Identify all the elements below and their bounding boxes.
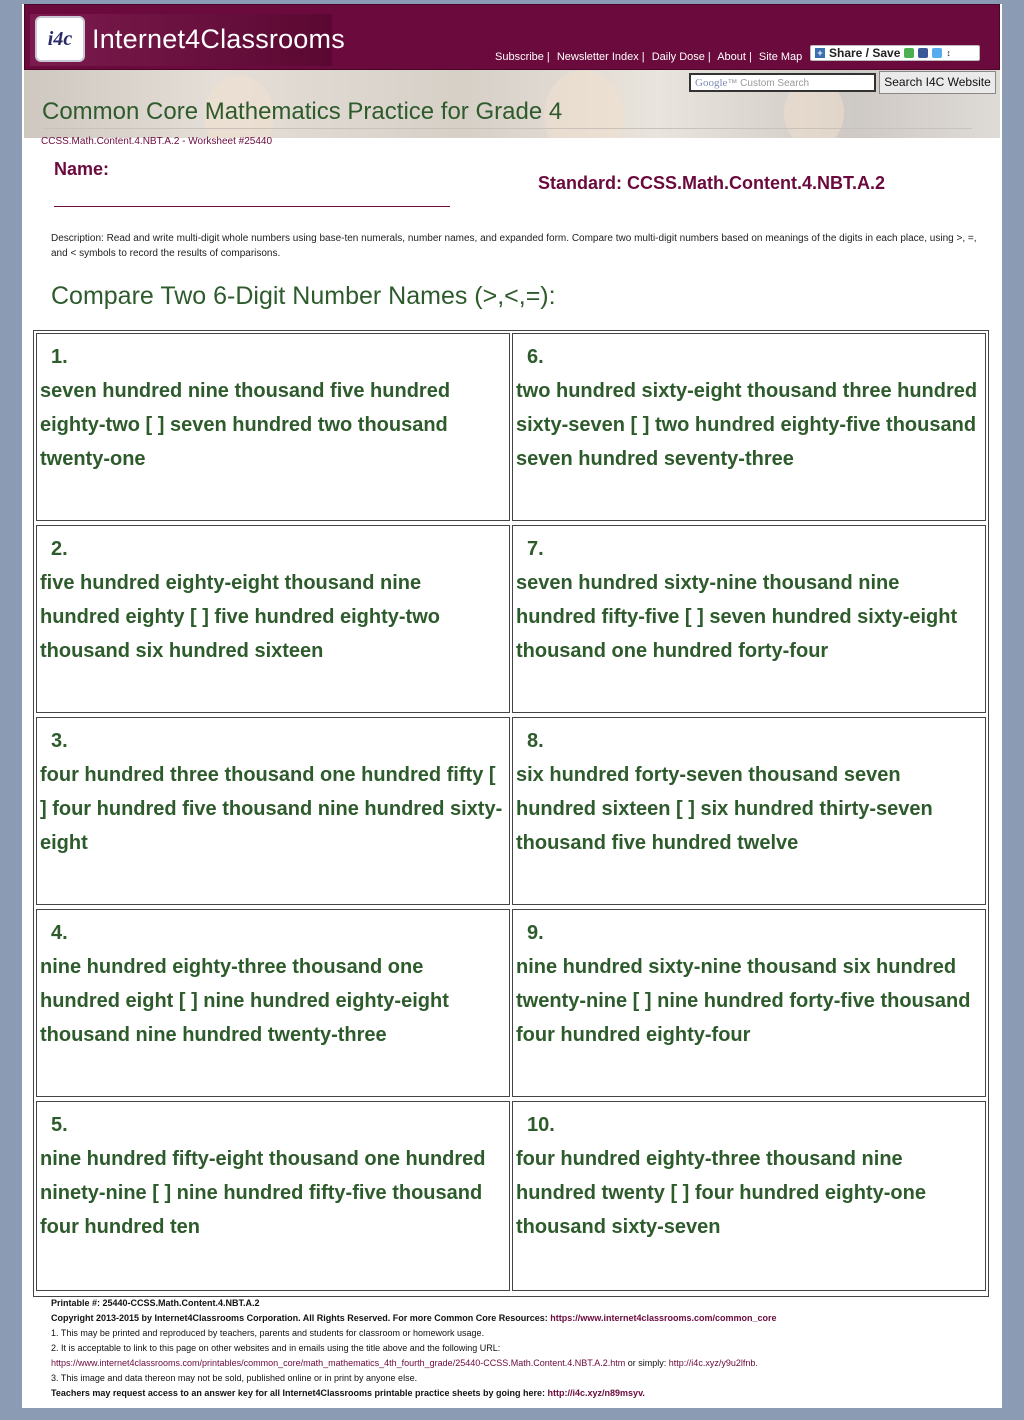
problem-text: five hundred eighty-eight thousand nine hundred eighty [ ] five hundred eighty-two thousand six hundred sixteen [40,572,440,662]
search-button[interactable]: Search I4C Website [879,71,996,94]
problem-cell [36,333,510,521]
nav-link-about[interactable]: About [717,51,746,63]
worksheet-page [22,4,1002,1408]
problem-text: two hundred sixty-eight thousand three hundred sixty-seven [ ] two hundred eighty-five thousand seven hundred seventy-three [516,380,978,470]
problem-cell [512,525,986,713]
problem-number: 2. [51,538,68,560]
problem-text: six hundred forty-seven thousand seven hundred sixteen [ ] six hundred thirty-seven thousand five hundred twelve [516,764,933,854]
usage-line-1: 1. This may be printed and reproduced by teachers, parents and students for classroom or homework usage. [51,1328,485,1338]
problem-cell [36,525,510,713]
problem-cell [512,1101,986,1291]
name-line [54,206,450,207]
problem-number: 5. [51,1114,68,1136]
share-save-button[interactable] [810,45,980,61]
usage-line-2: 2. It is acceptable to link to this page on other websites and in emails using the title above and the following URL: [51,1343,501,1353]
problem-cell [36,909,510,1097]
problem-number: 9. [527,922,544,944]
usage-line-3: 3. This image and data thereon may not be sold, published online or in print by anyone else. [51,1373,418,1383]
problem-text: four hundred eighty-three thousand nine hundred twenty [ ] four hundred eighty-one thousand sixty-seven [516,1148,926,1238]
search-input[interactable]: Google™ Custom Search [689,73,876,92]
nav-link-newsletter-index[interactable]: Newsletter Index [556,51,639,63]
nav-link-site-map[interactable]: Site Map [758,51,803,63]
title-divider [42,128,972,129]
problem-number: 6. [527,346,544,368]
problem-text: nine hundred sixty-nine thousand six hundred twenty-nine [ ] nine hundred forty-five thousand four hundred eighty-four [516,956,971,1046]
problem-cell [512,909,986,1097]
problem-cell [36,717,510,905]
copyright-line: Copyright 2013-2015 by Internet4Classrooms Corporation. All Rights Reserved. For more Common Core Resources: https://www.internet4classrooms.com/common_core [51,1313,777,1323]
short-url-link[interactable]: http://i4c.xyz/y9u2lfnb. [668,1358,758,1368]
page-title: Common Core Mathematics Practice for Grade 4 [42,98,563,125]
problem-text: nine hundred eighty-three thousand one hundred eight [ ] nine hundred eighty-eight thousand nine hundred twenty-three [40,956,449,1046]
share-plus-icon: + [815,48,825,58]
answer-key-line: Teachers may request access to an answer key for all Internet4Classrooms printable practice sheets by going here: http://i4c.xyz/n89msyv. [51,1388,645,1398]
logo-badge-icon: i4c [35,16,85,62]
chevron-updown-icon[interactable]: ↕ [946,48,951,58]
site-header [24,4,1000,70]
share-label: Share / Save [829,46,901,60]
problem-number: 10. [527,1114,555,1136]
problem-text: nine hundred fifty-eight thousand one hundred ninety-nine [ ] nine hundred fifty-five thousand four hundred ten [40,1148,486,1238]
email-share-icon[interactable] [904,48,914,58]
nav-link-subscribe[interactable]: Subscribe [495,51,544,63]
breadcrumb: CCSS.Math.Content.4.NBT.A.2 - Worksheet #25440 [41,136,273,147]
logo-text: Internet4Classrooms [92,24,345,54]
footer [51,1296,996,1401]
header-banner [24,70,1000,138]
problem-cell [36,1101,510,1291]
problem-number: 8. [527,730,544,752]
url-line: https://www.internet4classrooms.com/printables/common_core/math_mathematics_4th_fourth_grade/25440-CCSS.Math.Content.4.NBT.A.2.htm or simply: http://i4c.xyz/y9u2lfnb. [51,1358,758,1368]
problem-number: 4. [51,922,68,944]
site-logo[interactable] [30,14,345,66]
name-label: Name: [54,159,110,179]
problem-cell [512,717,986,905]
section-title: Compare Two 6-Digit Number Names (>,<,=): [51,282,556,310]
facebook-icon[interactable] [918,48,928,58]
twitter-icon[interactable] [932,48,942,58]
top-nav: Subscribe | Newsletter Index | Daily Dose | About | Site Map [495,51,803,63]
standard-label: Standard: CCSS.Math.Content.4.NBT.A.2 [538,173,886,193]
common-core-link[interactable]: https://www.internet4classrooms.com/common_core [550,1313,777,1323]
printable-id: Printable #: 25440-CCSS.Math.Content.4.NBT.A.2 [51,1298,260,1308]
description: Description: Read and write multi-digit whole numbers using base-ten numerals, number names, and expanded form. Compare two multi-digit numbers based on meanings of the digits in each place, using >, =, and < symbols to record the results of comparisons. [51,233,977,259]
problem-text: seven hundred nine thousand five hundred eighty-two [ ] seven hundred two thousand twenty-one [40,380,451,470]
answer-key-link[interactable]: http://i4c.xyz/n89msyv. [547,1388,645,1398]
worksheet-url-link[interactable]: https://www.internet4classrooms.com/printables/common_core/math_mathematics_4th_fourth_grade/25440-CCSS.Math.Content.4.NBT.A.2.htm [51,1358,626,1368]
problem-text: seven hundred sixty-nine thousand nine hundred fifty-five [ ] seven hundred sixty-eight thousand one hundred forty-four [516,572,958,662]
problem-number: 1. [51,346,68,368]
problem-number: 7. [527,538,544,560]
nav-link-daily-dose[interactable]: Daily Dose [651,51,705,63]
problem-cell [512,333,986,521]
problem-number: 3. [51,730,68,752]
problem-text: four hundred three thousand one hundred fifty [ ] four hundred five thousand nine hundred sixty-eight [40,764,503,854]
problem-grid [33,330,989,1297]
